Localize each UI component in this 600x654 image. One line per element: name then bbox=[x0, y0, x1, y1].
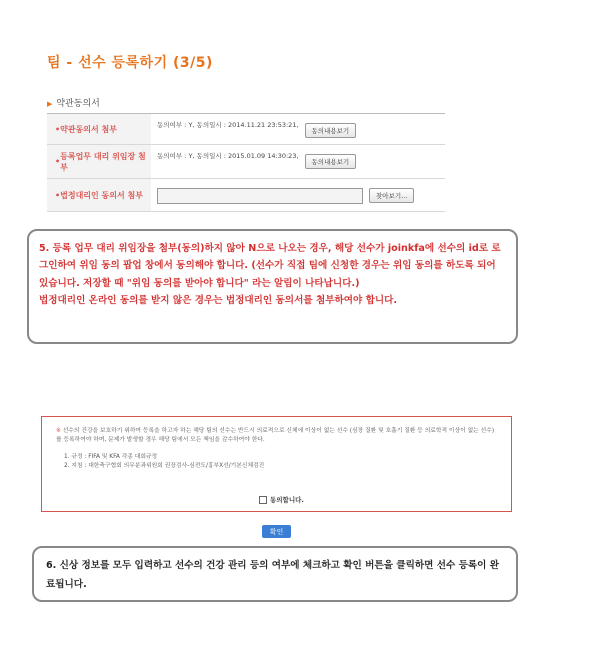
section-title: 약관동의서 bbox=[56, 99, 100, 109]
list-item: 1. 규정 : FIFA 및 KFA 각종 대회규정 bbox=[64, 454, 158, 460]
instruction-callout-6 bbox=[32, 546, 518, 602]
triangle-bullet-icon: ▶ bbox=[47, 100, 53, 108]
callout-text: 6. 신상 정보를 모두 입력하고 선수의 건강 관리 등의 여부에 체크하고 확인 버튼을 클릭하면 선수 등록이 완료됩니다. bbox=[46, 560, 499, 590]
row-label: • 약관동의서 첨부 bbox=[47, 114, 151, 144]
health-notice: 선수의 건강을 보호하기 위하여 등록을 하고자 하는 해당 팀의 선수는 반드시 의료적으로 신체에 이상이 없는 선수 (심장 질환 및 호흡기 질환 등 의료학적 이상이 없는 선수)를 등록하여야 하며, 문제가 발생할 경우 해당 팀에서 모든 책임을 감수하여야 한다. bbox=[56, 428, 495, 443]
list-item: 2. 지침 : 대한축구협회 의무분과위원회 권장검사-심전도/흉부X선/기본신체검진 bbox=[64, 463, 265, 469]
asterisk-icon: ※ bbox=[56, 428, 63, 434]
page-title: 팀 - 선수 등록하기 (3/5) bbox=[47, 55, 213, 71]
consent-status: 동의여부 : Y, 동의일시 : 2015.01.09 14:30:23, bbox=[157, 152, 299, 160]
callout-text: 5. 등록 업무 대리 위임장을 첨부(동의)하지 않아 N으로 나오는 경우, 해당 선수가 joinkfa에 선수의 id로 로그인하여 위임 동의 팝업 창에서 동의해야 합니다. (선수가 직접 팀에 신청한 경우는 위임 동의를 하도록 되어 있습니다. 저장할 때 "위임 동의를 받아야 합니다" 라는 알림이 나타납니다.) bbox=[39, 243, 501, 289]
confirm-button[interactable]: 확인 bbox=[262, 525, 291, 538]
section-header bbox=[47, 96, 100, 109]
form-row-terms bbox=[47, 114, 445, 145]
star-icon: • bbox=[55, 157, 61, 166]
star-icon: • bbox=[55, 124, 61, 134]
agree-checkbox-label[interactable] bbox=[259, 495, 304, 504]
view-consent-button[interactable]: 동의내용보기 bbox=[305, 123, 357, 138]
agree-label: 동의합니다. bbox=[270, 496, 304, 504]
form-row-proxy bbox=[47, 145, 445, 179]
agree-checkbox[interactable] bbox=[259, 496, 267, 504]
consent-form-table bbox=[47, 113, 445, 212]
star-icon: • bbox=[55, 190, 61, 200]
browse-file-button[interactable]: 찾아보기... bbox=[369, 188, 414, 203]
health-consent-box bbox=[41, 416, 512, 512]
view-consent-button[interactable]: 동의내용보기 bbox=[305, 154, 357, 169]
instruction-callout-5 bbox=[27, 229, 518, 344]
form-row-guardian bbox=[47, 179, 445, 212]
consent-status: 동의여부 : Y, 동의일시 : 2014.11.21 23:53:21, bbox=[157, 121, 299, 129]
row-label: • 법정대리인 동의서 첨부 bbox=[47, 179, 151, 211]
file-path-input[interactable] bbox=[157, 188, 363, 204]
regulation-list bbox=[64, 453, 497, 471]
row-label: • 등록업무 대리 위임장 첨부 bbox=[47, 145, 151, 178]
callout-text-2: 법정대리인 온라인 동의를 받지 않은 경우는 법정대리인 동의서를 첨부하여야 합니다. bbox=[39, 295, 398, 307]
